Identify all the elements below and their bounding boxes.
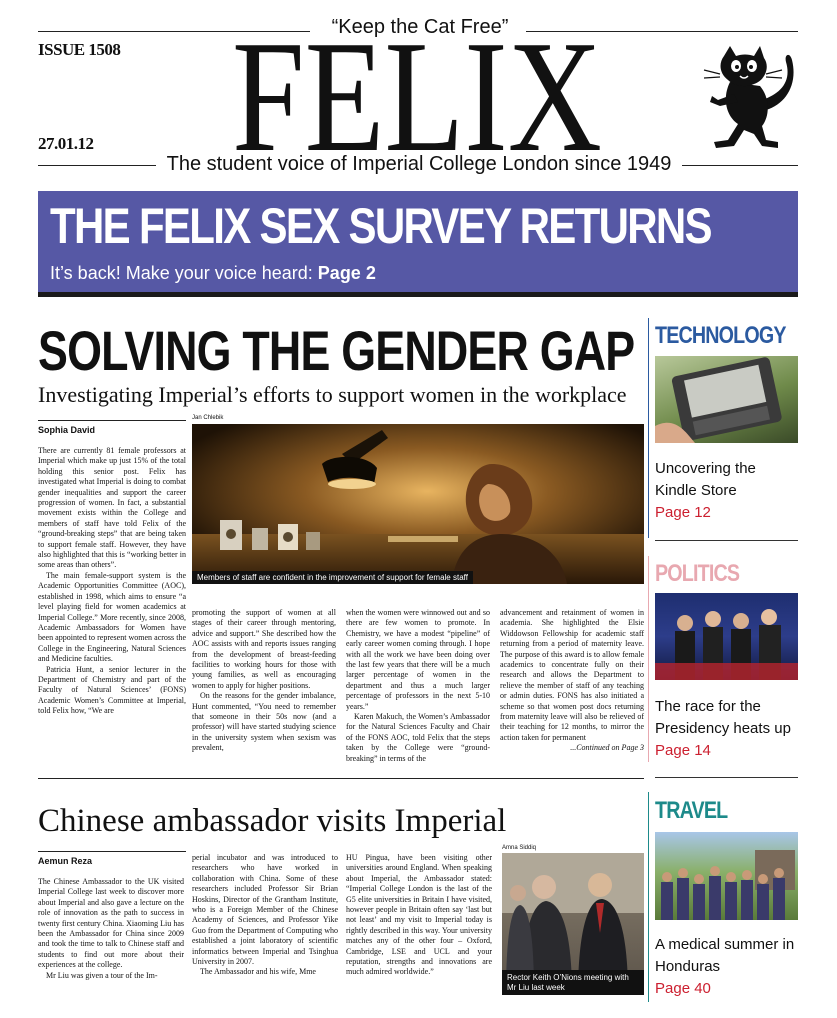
- sidebar-divider-travel: [648, 792, 649, 1002]
- lead-col2-para-1: promoting the support of women at all stages of their career through mentoring, advice and support.” She described how the AOC assists with and reports issues ranging from the development of breast-feeding facilities to working hours for those with young families, as well as encouraging women to apply for higher positions.: [192, 608, 336, 690]
- lead-col3-para-2: Karen Makuch, the Women’s Ambassador for the Natural Sciences Faculty and Chair of the FONS AOC, told Felix that the steps taken by the College were “ground-breaking” in terms of the: [346, 712, 490, 763]
- lead-column-2: [192, 608, 336, 754]
- group-photo-honduras-image: [655, 832, 798, 920]
- kindle-photo[interactable]: [655, 356, 798, 443]
- sidebar-section-politics[interactable]: POLITICS: [655, 560, 740, 587]
- felix-logo-text: FELIX: [232, 32, 602, 158]
- story2-byline-rule: [38, 851, 186, 852]
- story2-byline: Aemun Reza: [38, 856, 93, 866]
- masthead-rule-bottom-left: [38, 165, 156, 166]
- banner-page-link[interactable]: Page 2: [317, 263, 376, 283]
- story2-column-2: [192, 853, 338, 978]
- story2-col2-para-1: perial incubator and was introduced to researchers who have worked in collaboration with China. Some of these researchers included Professor Sir Brian Hoskins, Director of the Grantham Institute, who is a Foreign Member of the Chinese Academy of Sciences, and Professor Yike Guo from the Department of Computing who established a joint laboratory of scientific informatics between Imperial and Tsinghua University in 2007.: [192, 853, 338, 967]
- lead-col3-para-1: when the women were winnowed out and so there are few women to promote. In Chemistry, we have a modest “pipeline” of early career women coming through. I hope with all the work we have been doing over the last few years that there will be a much larger percentage of women in the department and thus a much larger percentage of professors in the next 5-10 years.”: [346, 608, 490, 711]
- banner-subtitle-text: It’s back! Make your voice heard:: [50, 263, 318, 283]
- issue-date: 27.01.12: [38, 134, 94, 153]
- lead-col1-para-2: The main female-support system is the Academic Opportunities Committee (AOC), established in 1998, which aims to ensure “a level playing field for women academics at Imperial College.” More recently, since 2008, Academic Ambassadors for Women have been appointed to represent women across the College in the Engineering, Natural Sciences and Medicine faculties.: [38, 570, 186, 664]
- story2-photo[interactable]: [502, 853, 644, 995]
- story2-col3-para-1: HU Pingua, have been visiting other universities around England. When speaking about Imperial, the Ambassador stated: “Imperial College London is the last of the G5 elite universities in Britain I have visited, however people in Britain often say ‘last but not least’ and my visit to Imperial today is rightly described in this way. Your university matches any of the other four – Oxford, Cambridge, LSE and UCL and your reputation, strengths and innovations are much admired worldwide.”: [346, 853, 492, 977]
- lead-photo-credit: Jan Chlebik: [192, 415, 224, 421]
- sidebar-divider-technology: [648, 318, 649, 538]
- felix-cat-icon: [700, 42, 796, 154]
- issue-number: ISSUE 1508: [38, 40, 121, 59]
- sidebar-title-technology[interactable]: Uncovering the Kindle Store: [655, 460, 756, 499]
- lead-deck: Investigating Imperial’s efforts to support women in the workplace: [38, 382, 627, 407]
- lead-column-3: [346, 608, 490, 764]
- banner-title: THE FELIX SEX SURVEY RETURNS: [50, 198, 711, 254]
- sex-survey-banner[interactable]: [38, 191, 798, 297]
- story2-col1-para-2: Mr Liu was given a tour of the Im-: [46, 970, 158, 980]
- politics-photo[interactable]: [655, 593, 798, 680]
- story2-photo-credit: Amna Siddiq: [502, 845, 537, 851]
- story2-col2-para-2: The Ambassador and his wife, Mme: [200, 967, 316, 977]
- lab-scene-photo: [192, 424, 644, 584]
- lead-column-4: [500, 608, 644, 754]
- lead-column-1: [38, 446, 186, 717]
- lead-col2-para-2: On the reasons for the gender imbalance, Hunt commented, “You need to remember that someone in their 50s now (and a professor) will have started studying science in the university system when sexism was prevalent,: [192, 691, 336, 753]
- masthead-subtitle: The student voice of Imperial College London since 1949: [166, 153, 672, 175]
- lead-col1-para-1: There are currently 81 female professors at Imperial which make up just 15% of the total holding this senior post. Felix has investigated what Imperial is doing to combat gender inequalities and support the career progression of women. In fact, a substantial movement exists within the College and members of staff have told Felix of the “ground-breaking steps” that are being taken to support female staff. However, they have also highlighted that this is “working better in some areas than others”.: [38, 446, 186, 570]
- sidebar-title-travel[interactable]: A medical summer in Honduras: [655, 936, 795, 975]
- felix-logo: [228, 32, 606, 158]
- sidebar-separator-2: [655, 777, 798, 778]
- sidebar-separator-1: [655, 540, 798, 541]
- story2-headline: Chinese ambassador visits Imperial: [38, 803, 507, 839]
- banner-subtitle: [50, 263, 376, 284]
- kindle-device-image: [655, 356, 798, 443]
- sidebar-divider-politics: [648, 556, 649, 762]
- section-divider: [38, 778, 644, 779]
- masthead-tagline: “Keep the Cat Free”: [331, 16, 509, 38]
- sidebar-section-travel[interactable]: TRAVEL: [655, 797, 728, 824]
- story2-column-3: [346, 853, 492, 978]
- sidebar-title-politics[interactable]: The race for the Presidency heats up: [655, 698, 791, 737]
- lead-byline-rule: [38, 420, 186, 421]
- masthead-rule-bottom-right: [682, 165, 798, 166]
- lead-col1-para-3: Patricia Hunt, a senior lecturer in the Department of Chemistry and part of the Faculty of Natural Sciences’ (FONS) Academic Women’s Committee at Imperial, told Felix how, “We are: [38, 664, 186, 716]
- lead-col4-para-1: advancement and retainment of women in academia. She highlighted the Elsie Widdowson Fellowship for academic staff returning from a period of maternity leave. The purpose of this award is to allow female academics to concentrate fully on their research and allows the Department to relieve the member of staff of any teaching or admin duties. FONS has also initiated a scheme so that women post docs returning from maternity leave will also be relieved of their teaching for 12 months, to mirror the action taken for permanent: [500, 608, 644, 742]
- story2-photo-caption: Rector Keith O’Nions meeting with Mr Liu last week: [502, 970, 644, 995]
- candidates-on-stage-image: [655, 593, 798, 680]
- lead-photo[interactable]: [192, 424, 644, 584]
- sidebar-page-technology[interactable]: Page 12: [655, 504, 711, 521]
- story2-column-1: [38, 877, 184, 981]
- lead-headline: SOLVING THE GENDER GAP: [38, 319, 635, 382]
- sidebar-page-travel[interactable]: Page 40: [655, 980, 711, 997]
- continued-link[interactable]: ...Continued on Page 3: [570, 743, 644, 753]
- story2-col1-para-1: The Chinese Ambassador to the UK visited Imperial College last week to discover more about Imperial and also gave a lecture on the role of innovation as the path to success in twenty first century China. Xiaoming Liu has been the Ambassador for China since 2009 and took the time to talk to Chinese staff and students to find out more about their experiences at the college.: [38, 877, 184, 970]
- sidebar-page-politics[interactable]: Page 14: [655, 742, 711, 759]
- lead-byline: Sophia David: [38, 425, 96, 435]
- sidebar-section-technology[interactable]: TECHNOLOGY: [655, 322, 786, 349]
- travel-photo[interactable]: [655, 832, 798, 920]
- lead-photo-caption: Members of staff are confident in the improvement of support for female staff: [192, 571, 473, 585]
